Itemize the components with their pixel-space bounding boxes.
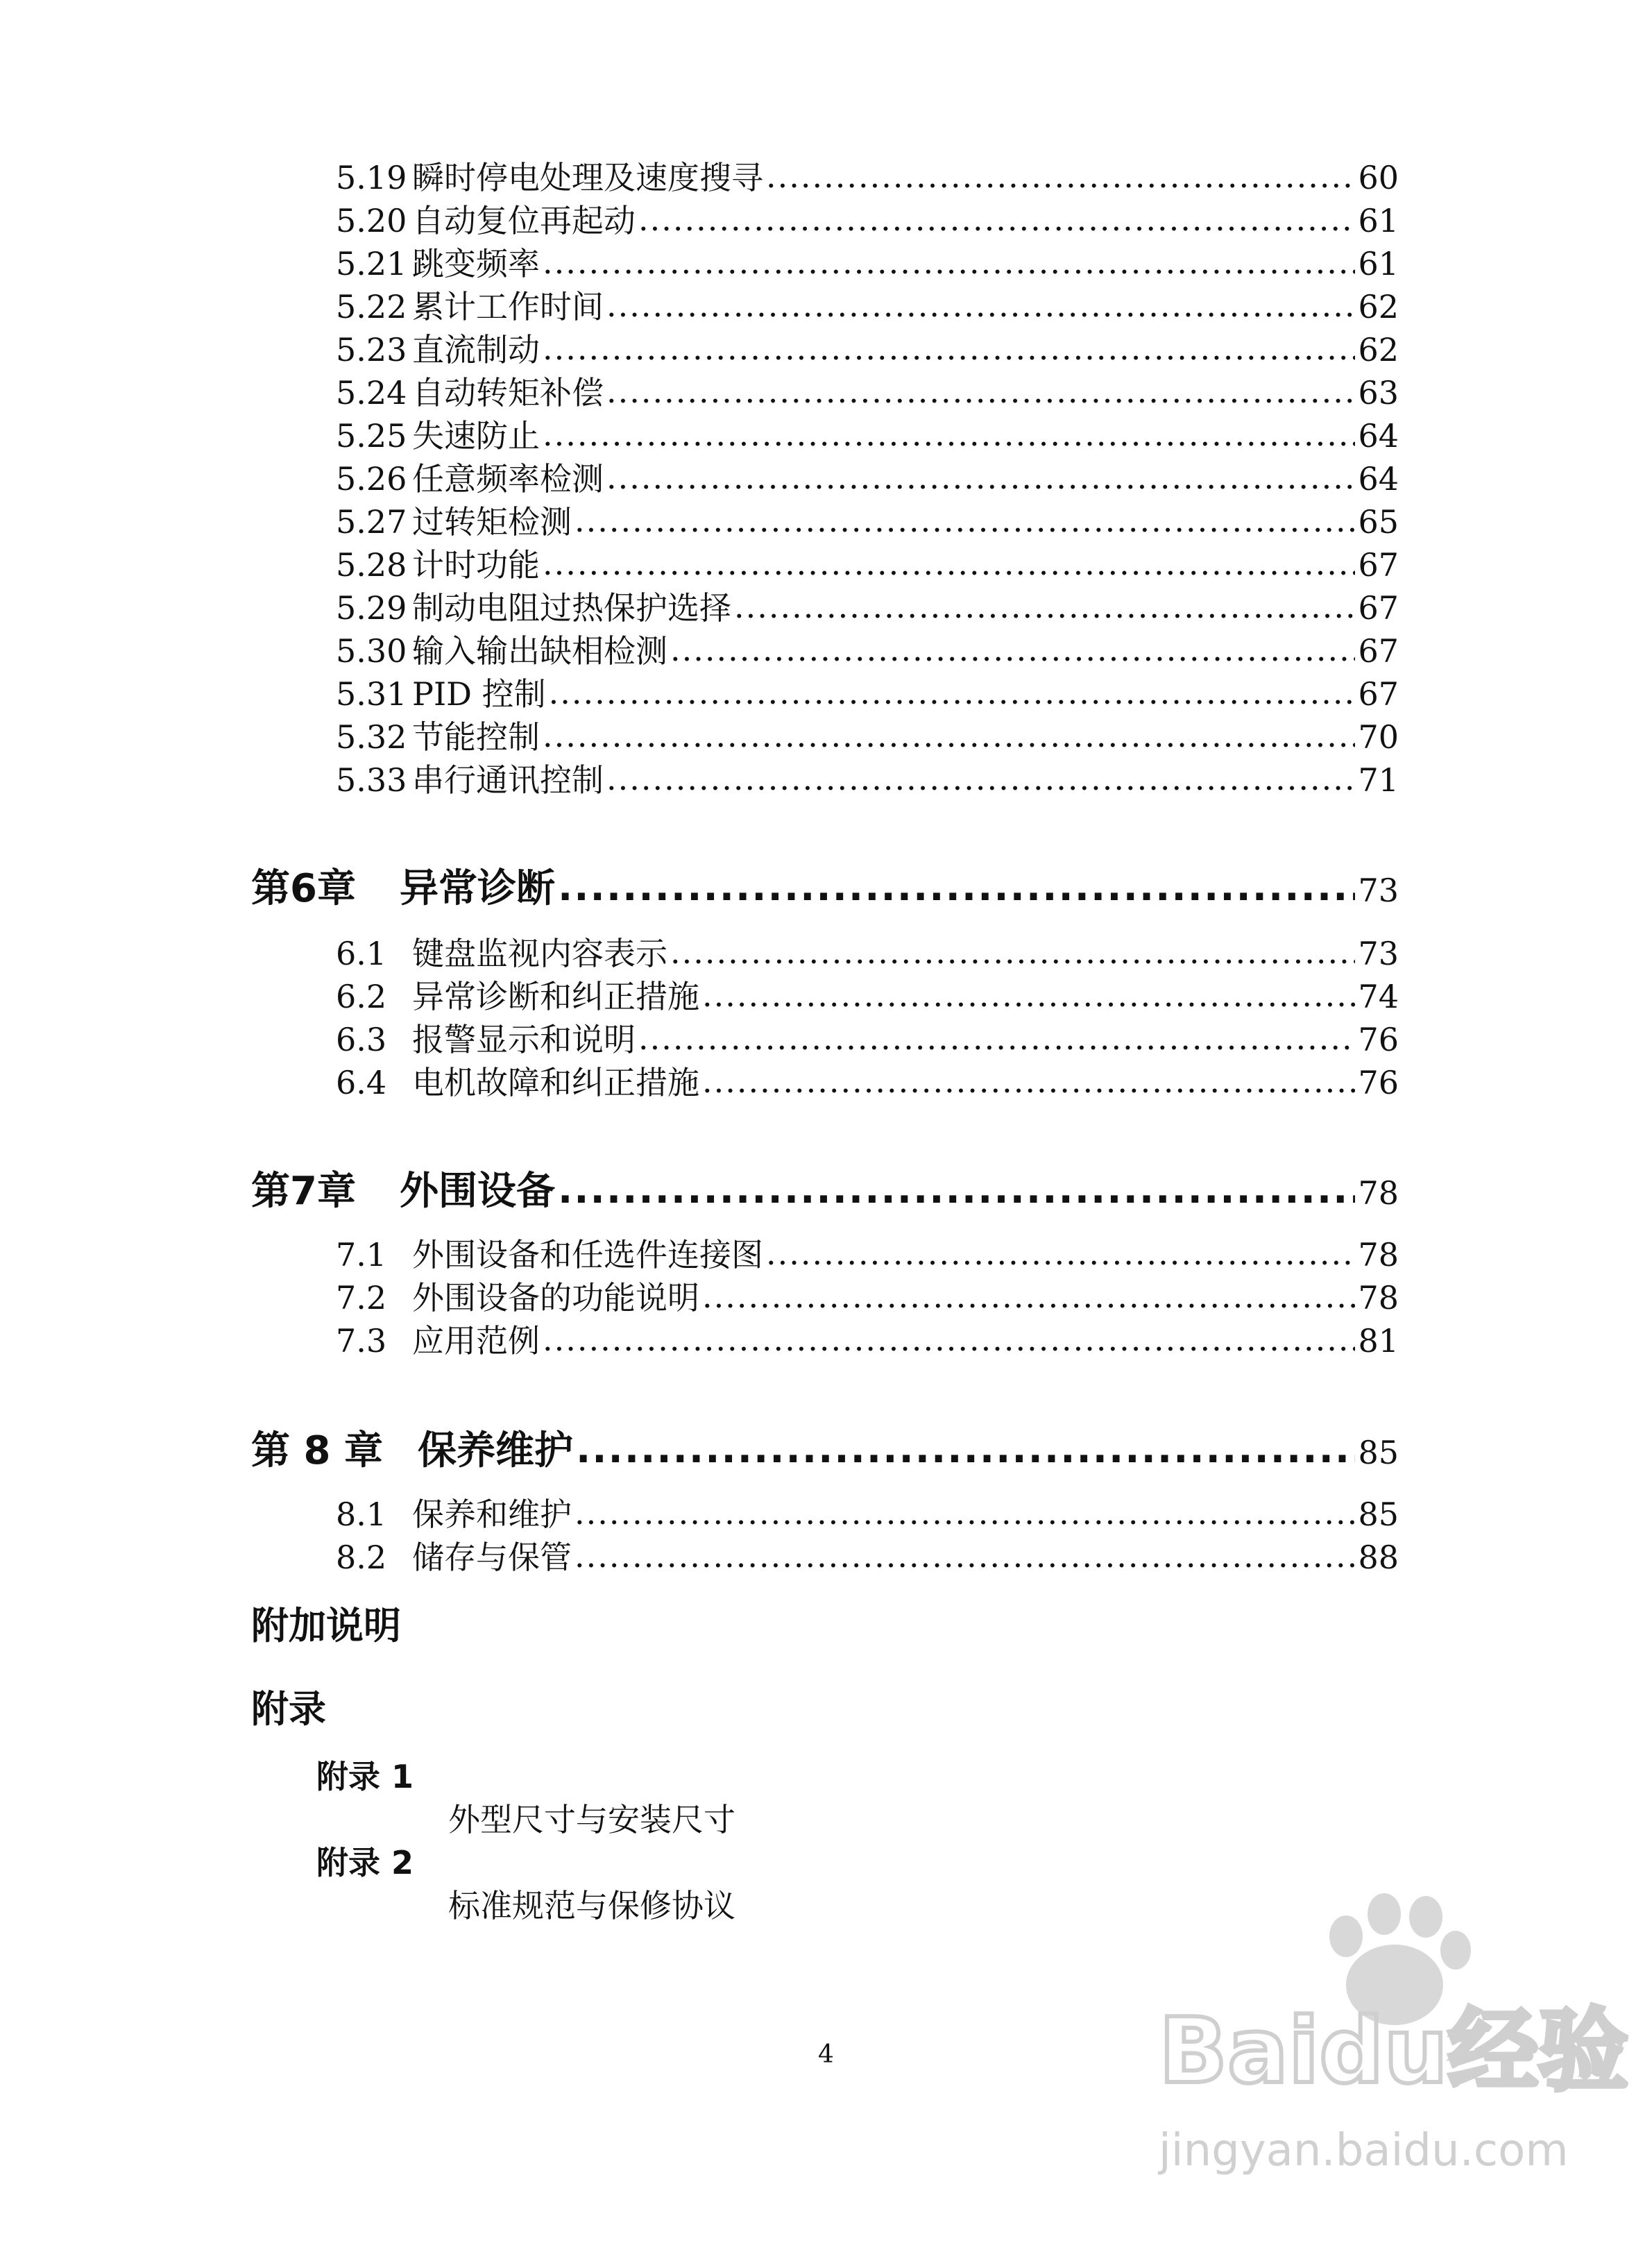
baidu-watermark xyxy=(1145,1874,1630,2207)
dot-leader xyxy=(734,588,1355,625)
toc-page: 73 xyxy=(1358,935,1399,972)
toc-page: 60 xyxy=(1358,159,1399,196)
dot-leader xyxy=(766,158,1355,195)
toc-page: 62 xyxy=(1358,331,1399,369)
toc-number: 5.22 xyxy=(336,288,407,325)
dot-leader xyxy=(702,1063,1355,1100)
appendix-1-desc: 外型尺寸与安装尺寸 xyxy=(448,1801,735,1838)
toc-title: 外围设备的功能说明 xyxy=(412,1279,699,1317)
toc-number: 5.21 xyxy=(336,245,407,282)
toc-entry-8-1[interactable] xyxy=(336,1489,1399,1535)
toc-page: 88 xyxy=(1358,1539,1399,1576)
dot-leader xyxy=(543,717,1355,754)
toc-page: 74 xyxy=(1358,978,1399,1015)
toc-entry-6-2[interactable] xyxy=(336,972,1399,1017)
toc-number: 5.19 xyxy=(336,159,407,196)
supplement-heading[interactable]: 附加说明 xyxy=(251,1604,401,1648)
toc-number: 6.4 xyxy=(336,1064,387,1101)
toc-number: 5.20 xyxy=(336,202,407,239)
chapter-title: 异常诊断 xyxy=(400,866,555,911)
toc-page: 67 xyxy=(1358,675,1399,713)
toc-entry-8-2[interactable] xyxy=(336,1532,1399,1578)
toc-number: 5.27 xyxy=(336,503,407,541)
toc-number: 6.2 xyxy=(336,978,387,1015)
chapter-page: 73 xyxy=(1358,872,1399,909)
toc-title: 计时功能 xyxy=(412,546,540,584)
dot-leader xyxy=(558,865,1355,910)
toc-title: 外围设备和任选件连接图 xyxy=(412,1236,763,1273)
dot-leader xyxy=(606,760,1355,797)
toc-page: 78 xyxy=(1358,1236,1399,1273)
toc-page: 71 xyxy=(1358,761,1399,799)
toc-page: 67 xyxy=(1358,632,1399,670)
toc-page: 85 xyxy=(1358,1496,1399,1533)
chapter-title: 外围设备 xyxy=(400,1169,555,1214)
toc-page: 63 xyxy=(1358,374,1399,412)
chapter-title: 保养维护 xyxy=(418,1428,573,1473)
dot-leader xyxy=(638,201,1355,238)
toc-page: 76 xyxy=(1358,1064,1399,1101)
toc-number: 7.2 xyxy=(336,1279,387,1317)
dot-leader xyxy=(576,1427,1355,1472)
toc-chapter-8[interactable] xyxy=(251,1420,1399,1475)
dot-leader xyxy=(638,1019,1355,1057)
toc-entry-5-28[interactable] xyxy=(336,540,1399,586)
toc-title: 自动复位再起动 xyxy=(412,202,636,239)
toc-title: 累计工作时间 xyxy=(412,288,604,325)
appendix-1-label[interactable]: 附录 1 xyxy=(316,1758,414,1795)
dot-leader xyxy=(574,1537,1355,1575)
toc-title: PID 控制 xyxy=(412,675,546,713)
watermark-url: jingyan.baidu.com xyxy=(1159,2125,1569,2176)
dot-leader xyxy=(574,502,1355,539)
toc-title: 储存与保管 xyxy=(412,1539,572,1576)
chapter-page: 85 xyxy=(1358,1434,1399,1471)
toc-number: 5.33 xyxy=(336,761,407,799)
dot-leader xyxy=(606,287,1355,324)
dot-leader xyxy=(702,1278,1355,1315)
toc-title: 报警显示和说明 xyxy=(412,1021,636,1058)
toc-number: 5.26 xyxy=(336,460,407,498)
toc-title: 制动电阻过热保护选择 xyxy=(412,589,731,627)
toc-entry-6-3[interactable] xyxy=(336,1015,1399,1060)
toc-number: 8.1 xyxy=(336,1496,387,1533)
toc-page: 76 xyxy=(1358,1021,1399,1058)
toc-title: 瞬时停电处理及速度搜寻 xyxy=(412,159,763,196)
dot-leader xyxy=(543,1321,1355,1358)
toc-page: 67 xyxy=(1358,546,1399,584)
chapter-page: 78 xyxy=(1358,1174,1399,1212)
toc-entry-5-21[interactable] xyxy=(336,239,1399,285)
toc-page: 65 xyxy=(1358,503,1399,541)
toc-title: 串行通讯控制 xyxy=(412,761,604,799)
appendix-2-label[interactable]: 附录 2 xyxy=(316,1844,414,1881)
toc-number: 6.3 xyxy=(336,1021,387,1058)
toc-number: 5.31 xyxy=(336,675,407,713)
toc-entry-5-26[interactable] xyxy=(336,454,1399,500)
toc-number: 5.28 xyxy=(336,546,407,584)
watermark-brand: Baidu经验 xyxy=(1159,1998,1628,2104)
toc-page: 67 xyxy=(1358,589,1399,627)
toc-page: 81 xyxy=(1358,1322,1399,1360)
toc-title: 失速防止 xyxy=(412,417,540,455)
appendix-2-desc: 标准规范与保修协议 xyxy=(448,1887,735,1924)
toc-entry-5-30[interactable] xyxy=(336,626,1399,672)
toc-title: 跳变频率 xyxy=(412,245,540,282)
toc-entry-5-22[interactable] xyxy=(336,282,1399,328)
toc-page: 64 xyxy=(1358,460,1399,498)
toc-entry-5-25[interactable] xyxy=(336,411,1399,457)
dot-leader xyxy=(670,631,1355,668)
toc-entry-7-1[interactable] xyxy=(336,1230,1399,1276)
dot-leader xyxy=(606,459,1355,496)
toc-number: 5.24 xyxy=(336,374,407,412)
toc-entry-5-24[interactable] xyxy=(336,368,1399,414)
chapter-label: 第6章 xyxy=(251,866,356,911)
toc-entry-5-31[interactable] xyxy=(336,669,1399,715)
toc-chapter-7[interactable] xyxy=(251,1160,1399,1216)
dot-leader xyxy=(543,545,1355,582)
toc-page: 70 xyxy=(1358,718,1399,756)
toc-entry-5-33[interactable] xyxy=(336,755,1399,801)
chapter-label: 第 8 章 xyxy=(251,1428,383,1473)
toc-number: 7.1 xyxy=(336,1236,387,1273)
dot-leader xyxy=(549,674,1356,711)
toc-entry-5-29[interactable] xyxy=(336,583,1399,629)
toc-number: 5.29 xyxy=(336,589,407,627)
dot-leader xyxy=(574,1494,1355,1532)
dot-leader xyxy=(702,976,1355,1014)
dot-leader xyxy=(543,330,1355,367)
toc-title: 输入输出缺相检测 xyxy=(412,632,667,670)
toc-title: 应用范例 xyxy=(412,1322,540,1360)
toc-title: 节能控制 xyxy=(412,718,540,756)
dot-leader xyxy=(606,373,1355,410)
toc-title: 键盘监视内容表示 xyxy=(412,935,667,972)
toc-title: 电机故障和纠正措施 xyxy=(412,1064,699,1101)
toc-entry-7-3[interactable] xyxy=(336,1316,1399,1362)
toc-title: 自动转矩补偿 xyxy=(412,374,604,412)
toc-entry-6-1[interactable] xyxy=(336,929,1399,974)
toc-entry-5-32[interactable] xyxy=(336,712,1399,758)
toc-entry-6-4[interactable] xyxy=(336,1058,1399,1103)
toc-entry-5-23[interactable] xyxy=(336,325,1399,371)
toc-entry-7-2[interactable] xyxy=(336,1273,1399,1319)
toc-chapter-6[interactable] xyxy=(251,858,1399,913)
toc-title: 异常诊断和纠正措施 xyxy=(412,978,699,1015)
dot-leader xyxy=(670,933,1355,971)
toc-number: 5.30 xyxy=(336,632,407,670)
chapter-label: 第7章 xyxy=(251,1169,356,1214)
dot-leader xyxy=(543,416,1355,453)
toc-page: 78 xyxy=(1358,1279,1399,1317)
toc-title: 直流制动 xyxy=(412,331,540,369)
toc-number: 6.1 xyxy=(336,935,387,972)
page-number: 4 xyxy=(818,2040,834,2069)
toc-entry-5-19[interactable] xyxy=(336,153,1399,198)
toc-page: 61 xyxy=(1358,202,1399,239)
toc-number: 8.2 xyxy=(336,1539,387,1576)
toc-entry-5-20[interactable] xyxy=(336,196,1399,242)
toc-number: 5.23 xyxy=(336,331,407,369)
toc-title: 任意频率检测 xyxy=(412,460,604,498)
toc-number: 5.32 xyxy=(336,718,407,756)
toc-page: 64 xyxy=(1358,417,1399,455)
toc-entry-5-27[interactable] xyxy=(336,497,1399,543)
toc-number: 5.25 xyxy=(336,417,407,455)
toc-page: 62 xyxy=(1358,288,1399,325)
dot-leader xyxy=(543,244,1355,281)
toc-title: 过转矩检测 xyxy=(412,503,572,541)
dot-leader xyxy=(766,1235,1355,1272)
toc-number: 7.3 xyxy=(336,1322,387,1360)
appendix-heading[interactable]: 附录 xyxy=(251,1687,326,1731)
dot-leader xyxy=(558,1167,1355,1212)
toc-page: 61 xyxy=(1358,245,1399,282)
toc-title: 保养和维护 xyxy=(412,1496,572,1533)
